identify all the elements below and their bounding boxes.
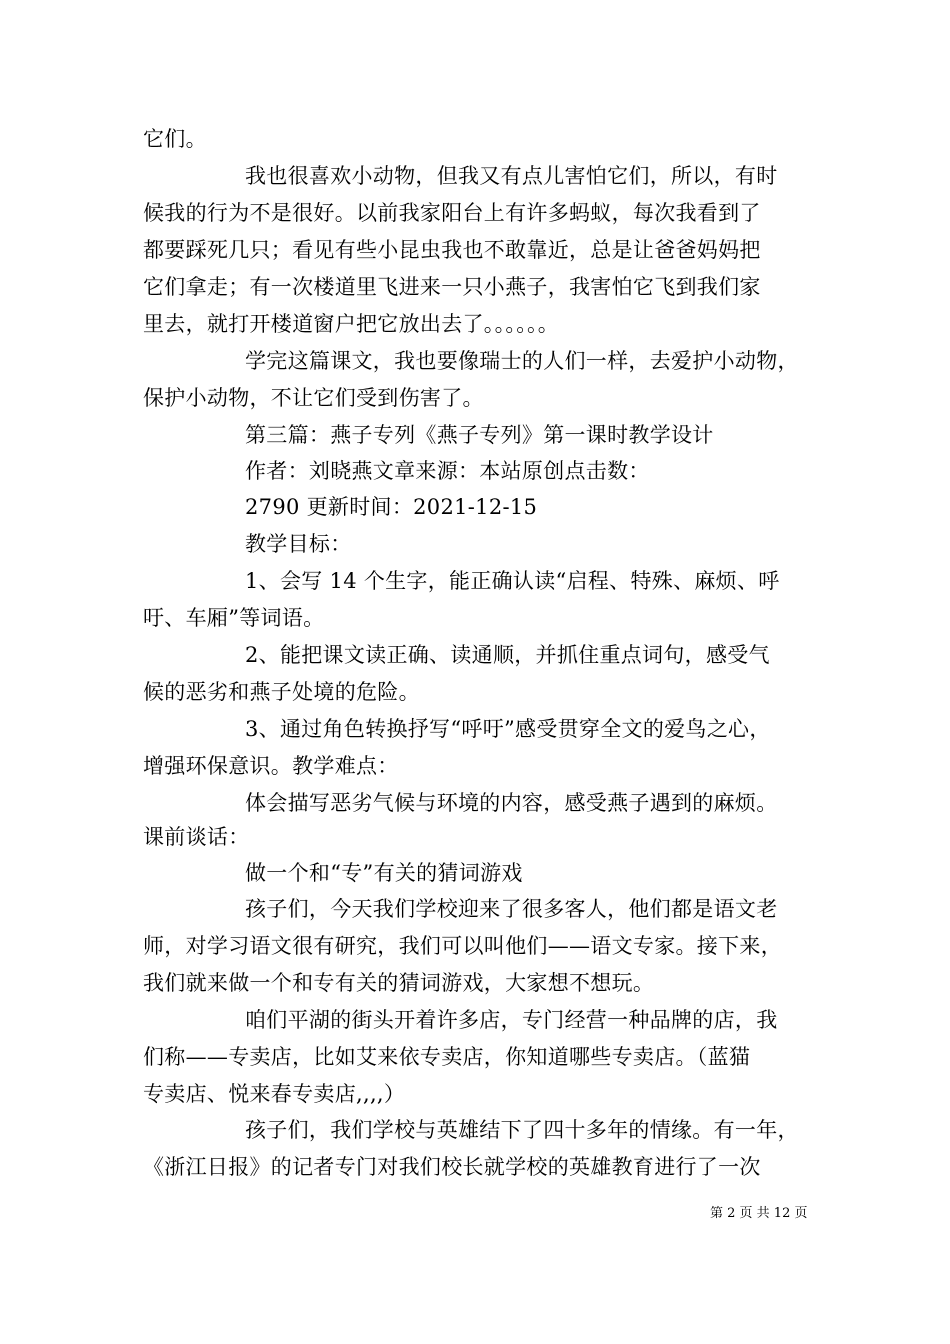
text-line: 3、通过角色转换抒写“呼吁”感受贯穿全文的爱鸟之心， bbox=[245, 717, 771, 741]
text-line: 专卖店、悦来春专卖店,,,,） bbox=[143, 1082, 406, 1106]
text-line: 作者：刘晓燕文章来源：本站原创点击数： bbox=[245, 459, 650, 483]
text-line: 课前谈话： bbox=[143, 825, 250, 849]
text-line: 我也很喜欢小动物，但我又有点儿害怕它们，所以，有时 bbox=[245, 164, 778, 188]
text-line: 教学目标： bbox=[245, 532, 352, 556]
section-title: 第三篇：燕子专列《燕子专列》第一课时教学设计 bbox=[245, 423, 714, 447]
text-line: 做一个和“专”有关的猜词游戏 bbox=[245, 861, 523, 885]
text-line: 候的恶劣和燕子处境的危险。 bbox=[143, 680, 420, 704]
text-line: 体会描写恶劣气候与环境的内容，感受燕子遇到的麻烦。 bbox=[245, 791, 778, 815]
text-line: 保护小动物，不让它们受到伤害了。 bbox=[143, 386, 484, 410]
text-line: 我们就来做一个和专有关的猜词游戏，大家想不想玩。 bbox=[143, 971, 655, 995]
text-line: 增强环保意识。教学难点： bbox=[143, 754, 399, 778]
text-line: 孩子们，今天我们学校迎来了很多客人，他们都是语文老 bbox=[245, 897, 778, 921]
text-line: 《浙江日报》的记者专门对我们校长就学校的英雄教育进行了一次 bbox=[143, 1155, 761, 1179]
text-line: 学完这篇课文，我也要像瑞士的人们一样，去爱护小动物， bbox=[245, 349, 799, 373]
text-line: 它们。 bbox=[143, 127, 207, 151]
page-number: 第 2 页 共 12 页 bbox=[710, 1206, 808, 1221]
text-line: 都要踩死几只；看见有些小昆虫我也不敢靠近，总是让爸爸妈妈把 bbox=[143, 238, 761, 262]
text-line: 们称——专卖店，比如艾来依专卖店，你知道哪些专卖店。（蓝猫 bbox=[143, 1045, 751, 1069]
text-line: 师，对学习语文很有研究，我们可以叫他们——语文专家。接下来， bbox=[143, 934, 782, 958]
text-line: 1、会写 14 个生字，能正确认读“启程、特殊、麻烦、呼 bbox=[245, 569, 780, 593]
text-line: 吁、车厢”等词语。 bbox=[143, 606, 325, 630]
text-line: 候我的行为不是很好。以前我家阳台上有许多蚂蚁，每次我看到了 bbox=[143, 201, 761, 225]
text-line: 它们拿走；有一次楼道里飞进来一只小燕子，我害怕它飞到我们家 bbox=[143, 275, 761, 299]
text-line: 2790 更新时间：2021-12-15 bbox=[245, 495, 538, 519]
text-line: 里去，就打开楼道窗户把它放出去了。。。。。。 bbox=[143, 312, 560, 336]
text-line: 2、能把课文读正确、读通顺，并抓住重点词句，感受气 bbox=[245, 643, 770, 667]
text-line: 孩子们，我们学校与英雄结下了四十多年的情缘。有一年， bbox=[245, 1118, 799, 1142]
text-line: 咱们平湖的街头开着许多店，专门经营一种品牌的店，我 bbox=[245, 1008, 778, 1032]
